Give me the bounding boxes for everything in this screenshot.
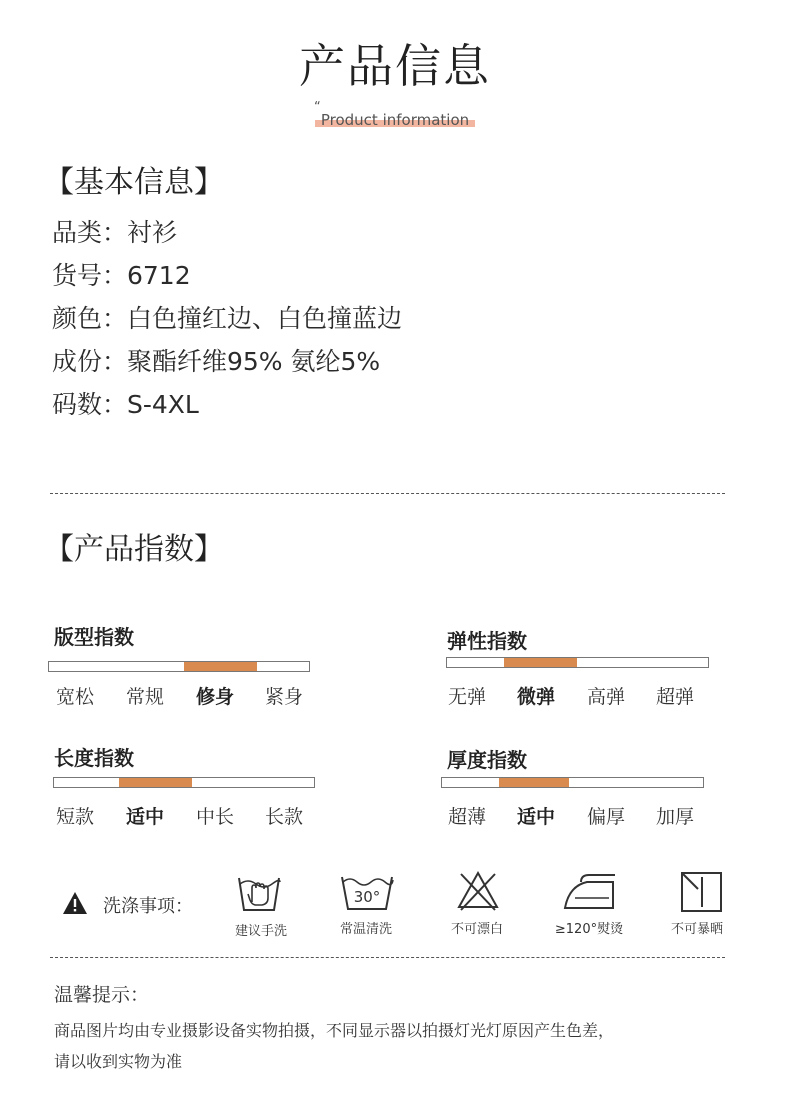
fit-index-bar [48, 661, 310, 672]
tips-line-2: 请以收到实物为准 [54, 1052, 183, 1071]
thickness-index-title: 厚度指数 [447, 748, 527, 772]
no-bleach-icon [456, 870, 500, 916]
info-item-no: 货号：6712 [52, 261, 191, 290]
length-index-option: 中长 [196, 806, 235, 828]
subtitle [315, 111, 475, 129]
page-title: 产品信息 [299, 39, 491, 93]
stretch-index-option: 高弹 [587, 686, 626, 708]
thickness-index-bar [441, 777, 704, 788]
stretch-index-option: 微弹 [517, 686, 556, 708]
subtitle-wrap [0, 110, 790, 129]
stretch-index-bar [446, 657, 709, 668]
warning-icon [62, 891, 88, 919]
thickness-index-option: 加厚 [656, 806, 695, 828]
fit-index-fill [184, 662, 257, 671]
stretch-index-fill [504, 658, 577, 667]
divider [50, 493, 725, 494]
tips-title: 温馨提示： [54, 984, 150, 1006]
basic-info-heading: 【基本信息】 [44, 165, 224, 200]
wash-temp: 30° [353, 888, 381, 906]
info-size: 码数：S-4XL [52, 390, 199, 419]
info-composition: 成份：聚酯纤维95% 氨纶5% [52, 347, 381, 376]
length-index-fill [119, 778, 192, 787]
fit-index-option: 修身 [196, 686, 235, 708]
length-index-title: 长度指数 [54, 746, 134, 770]
fit-index-option: 宽松 [56, 686, 95, 708]
thickness-index-option: 超薄 [448, 806, 487, 828]
fit-index-title: 版型指数 [54, 625, 134, 649]
thickness-index-option: 偏厚 [587, 806, 626, 828]
stretch-index-option: 无弹 [448, 686, 487, 708]
divider-bottom [50, 957, 725, 958]
hand-wash-icon [236, 872, 282, 918]
care-title: 洗涤事项： [103, 896, 193, 917]
product-index-heading: 【产品指数】 [44, 532, 224, 567]
thickness-index-option: 适中 [517, 806, 556, 828]
fit-index-option: 紧身 [265, 686, 304, 708]
length-index-option: 短款 [56, 806, 95, 828]
wash-30-icon [340, 873, 394, 917]
care-label-hand-wash: 建议手洗 [234, 924, 287, 939]
stretch-index-title: 弹性指数 [447, 629, 527, 653]
no-sun-dry-icon [680, 871, 724, 917]
care-label-iron: ≥120°熨烫 [554, 922, 624, 937]
info-color: 颜色：白色撞红边、白色撞蓝边 [52, 304, 403, 333]
length-index-bar [53, 777, 315, 788]
length-index-option: 长款 [265, 806, 304, 828]
iron-icon [561, 872, 619, 916]
care-label-no-bleach: 不可漂白 [450, 922, 503, 937]
length-index-option: 适中 [126, 806, 165, 828]
care-label-no-sun: 不可暴晒 [670, 922, 723, 937]
thickness-index-fill [499, 778, 569, 787]
stretch-index-option: 超弹 [656, 686, 695, 708]
fit-index-option: 常规 [126, 686, 165, 708]
care-label-normal-wash: 常温清洗 [339, 922, 392, 937]
subtitle-text: Product information [320, 111, 470, 129]
quote-mark: “ [314, 100, 321, 115]
tips-line-1: 商品图片均由专业摄影设备实物拍摄，不同显示器以拍摄灯光灯原因产生色差， [54, 1021, 615, 1040]
info-category: 品类：衬衫 [52, 218, 178, 247]
